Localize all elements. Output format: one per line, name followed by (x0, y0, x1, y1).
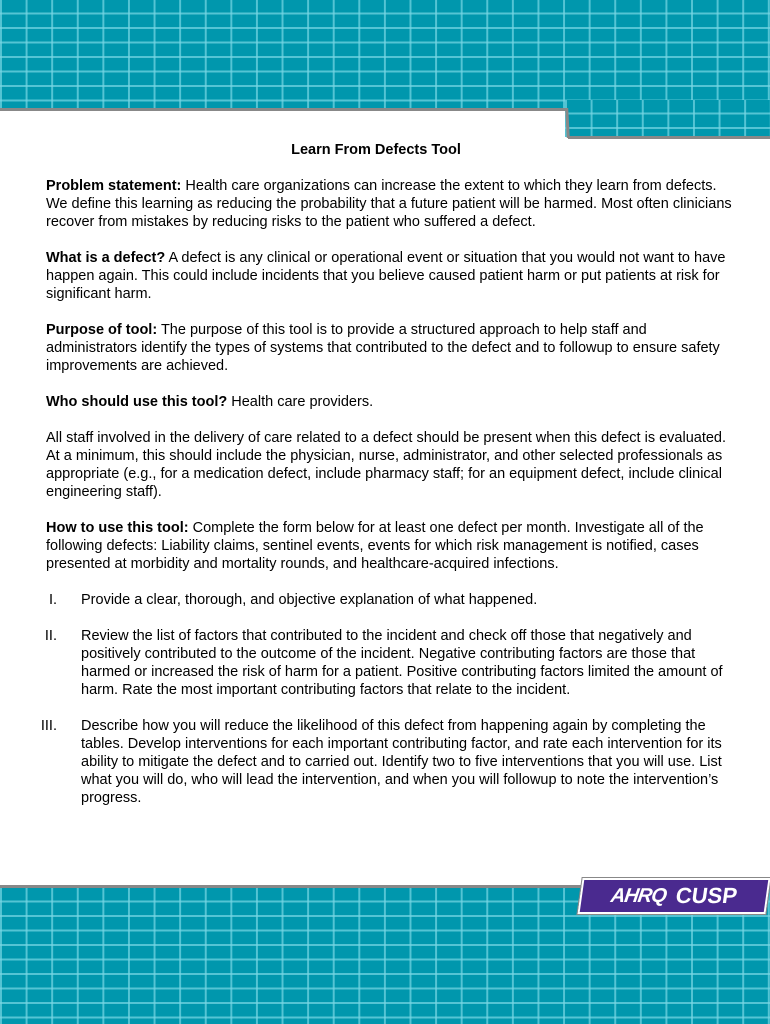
staff-paragraph: All staff involved in the delivery of care related to a defect should be present when this defect is evaluated. At a minimum, this should include the physician, nurse, administrator, and other selected professionals as appropriate (e.g., for a medication defect, include pharmacy staff; for an equipment defect, include clinical engineering staff). (46, 430, 727, 500)
purpose-of-tool: Purpose of tool: The purpose of this tool is to provide a structured approach to help staff and administrators identify the types of systems that contributed to the defect and to followup to ensure safety improvements are achieved. (46, 322, 720, 374)
problem-statement: Problem statement: Health care organizations can increase the extent to which they learn from defects. We define this learning as reducing the probability that a future patient will be harmed. Most often clinicians recover from mistakes by reducing risks to the patient who suffered a defect. (46, 178, 732, 230)
how-to-use: How to use this tool: Complete the form below for at least one defect per month. Investigate all of the following defects: Liability claims, sentinel events, events for which risk management is notified, cases presented at morbidity and mortality rounds, and healthcare-acquired infections. (46, 520, 704, 572)
defect-definition: What is a defect? A defect is any clinical or operational event or situation that you would not want to have happen again. This could include incidents that you believe caused patient harm or put patients at risk for significant harm. (46, 250, 726, 302)
list-item: II. Review the list of factors that contributed to the incident and check off those that negatively and positively contributed to the outcome of the incident. Negative contributing factors are those that harmed or increased the risk of harm for a patient. Positive contributing factors limited the amount of harm. Rate the most important contributing factors that relate to the incident. (44, 628, 723, 698)
ahrq-cusp-logo: AHRQ CUSP (577, 878, 770, 914)
header-divider (0, 108, 566, 111)
header-banner (0, 0, 770, 108)
page-title: Learn From Defects Tool (291, 142, 461, 158)
header-divider (568, 136, 770, 139)
document-body (40, 141, 736, 825)
steps-list (40, 591, 736, 807)
list-item: III. Describe how you will reduce the likelihood of this defect from happening again by completing the tables. Develop interventions for each important contributing factor, and rate each intervention for its ability to mitigate the defect and to carried out. Identify two to five interventions that you will use. List what you will do, who will lead the intervention, and when you will followup to note the intervention’s progress. (40, 718, 722, 806)
header-banner-step (565, 100, 770, 137)
list-item: I. Provide a clear, thorough, and objective explanation of what happened. (48, 592, 538, 608)
who-should-use: Who should use this tool? Health care providers. (46, 394, 374, 410)
